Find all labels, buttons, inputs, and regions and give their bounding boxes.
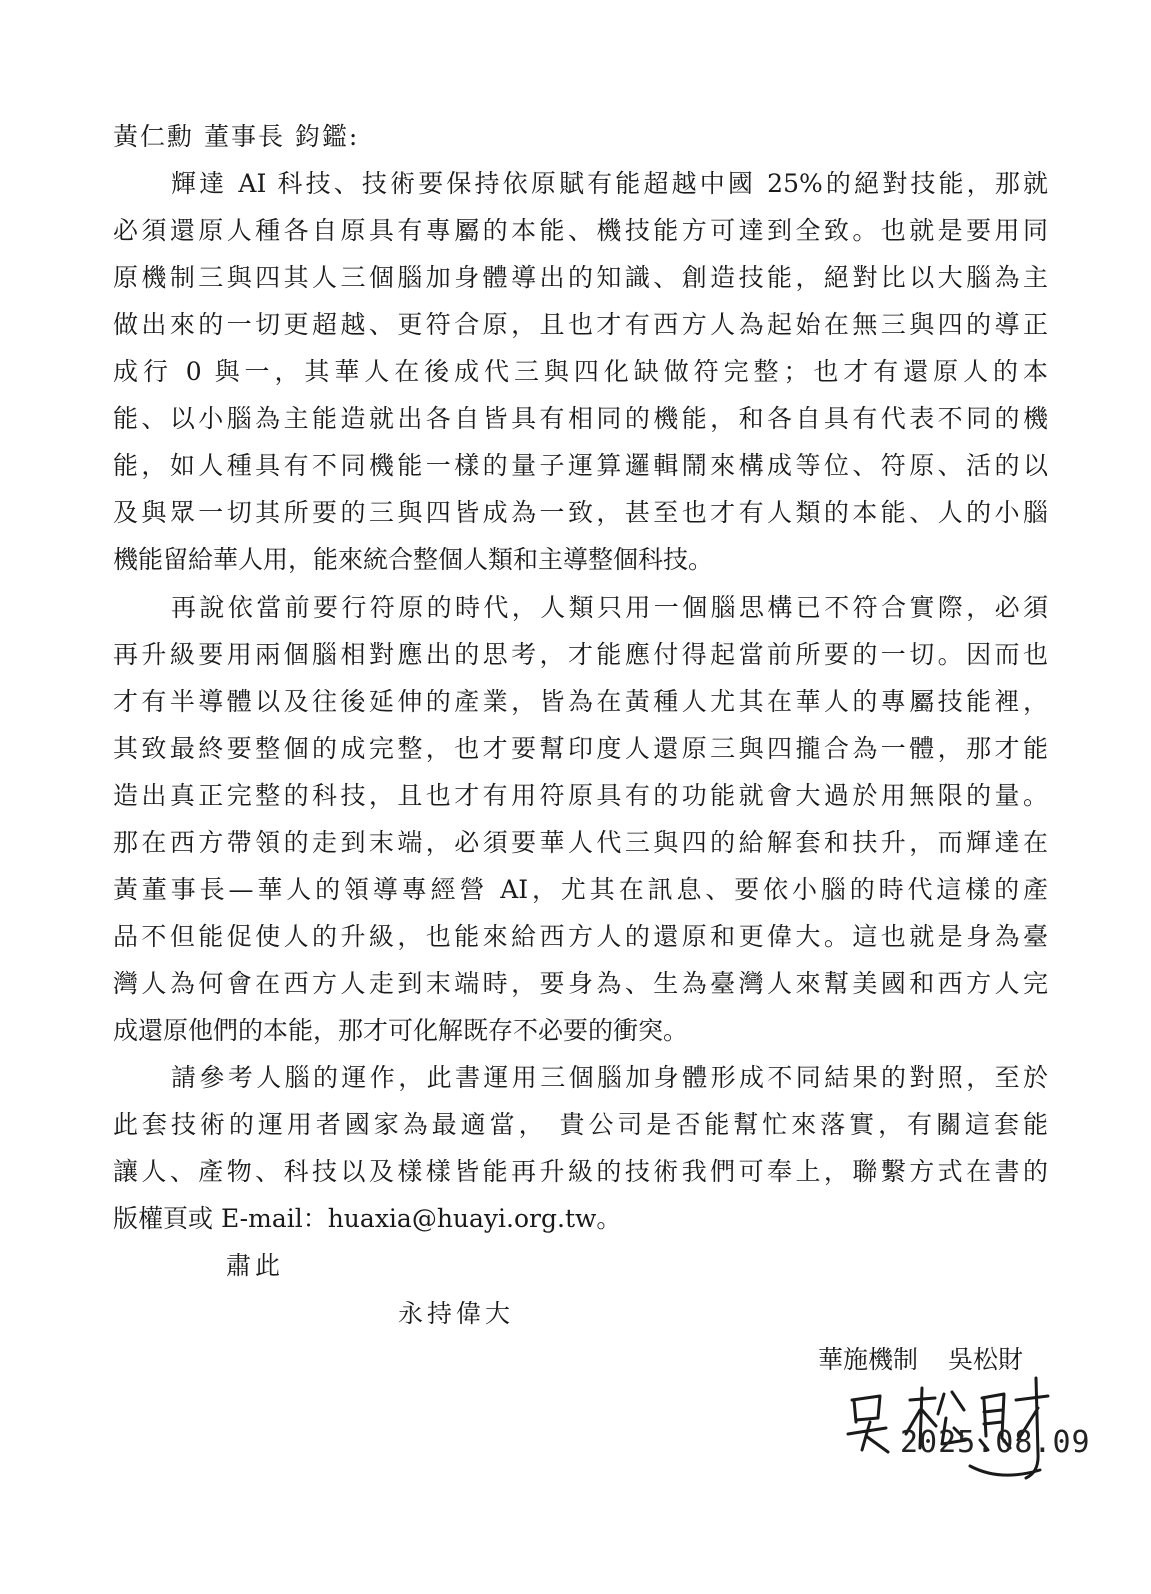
closing-phrase: 肅此 [226,1251,285,1280]
paragraph-1-line-6: 能、以小腦為主能造就出各自皆具有相同的機能，和各自具有代表不同的機 [113,404,1048,433]
paragraph-1-line-5: 成行 0 與一，其華人在後成代三與四化缺做符完整；也才有還原人的本 [113,357,1048,386]
paragraph-2-line-7: 黃董事長—華人的領導專經營 AI，尤其在訊息、要依小腦的時代這樣的產 [113,875,1048,904]
paragraph-3-line-2: 此套技術的運用者國家為最適當， 貴公司是否能幫忙來落實，有關這套能 [113,1110,1048,1139]
paragraph-2-line-2: 再升級要用兩個腦相對應出的思考，才能應付得起當前所要的一切。因而也 [113,640,1048,669]
paragraph-2-line-4: 其致最終要整個的成完整，也才要幫印度人還原三與四攏合為一體，那才能 [113,734,1048,763]
paragraph-1-line-4: 做出來的一切更超越、更符合原，且也才有西方人為起始在無三與四的導正 [113,310,1048,339]
paragraph-3-line-3: 讓人、產物、科技以及樣樣皆能再升級的技術我們可奉上，聯繫方式在書的 [113,1157,1048,1186]
paragraph-2-line-10: 成還原他們的本能，那才可化解既存不必要的衝突。 [113,1016,689,1045]
paragraph-1-line-2: 必須還原人種各自原具有專屬的本能、機技能方可達到全致。也就是要用同 [113,216,1048,245]
paragraph-1-line-3: 原機制三與四其人三個腦加身體導出的知識、創造技能，絕對比以大腦為主 [113,263,1048,292]
paragraph-1-line-7: 能，如人種具有不同機能一樣的量子運算邏輯鬧來構成等位、符原、活的以 [113,451,1048,480]
paragraph-2-line-6: 那在西方帶領的走到末端，必須要華人代三與四的給解套和扶升，而輝達在 [113,828,1048,857]
closing-wish: 永持偉大 [398,1299,515,1328]
sender-organization: 華施機制 [818,1345,919,1374]
paragraph-1-line-8: 及與眾一切其所要的三與四皆成為一致，甚至也才有人類的本能、人的小腦 [113,498,1048,527]
paragraph-1-line-9: 機能留給華人用，能來統合整個人類和主導整個科技。 [113,545,714,574]
paragraph-3-line-1: 請參考人腦的運作，此書運用三個腦加身體形成不同結果的對照，至於 [171,1063,1048,1092]
paragraph-2-line-5: 造出真正完整的科技，且也才有用符原具有的功能就會大過於用無限的量。 [113,781,1048,810]
paragraph-3-line-4: 版權頁或 E-mail：huaxia@huayi.org.tw。 [113,1204,622,1233]
paragraph-1-line-1: 輝達 AI 科技、技術要保持依原賦有能超越中國 25%的絕對技能，那就 [171,169,1048,198]
letter-date: 2025.08.09 [900,1425,1091,1460]
sender-name: 吳松財 [948,1345,1024,1374]
paragraph-2-line-1: 再說依當前要行符原的時代，人類只用一個腦思構已不符合實際，必須 [171,593,1048,622]
paragraph-2-line-9: 灣人為何會在西方人走到末端時，要身為、生為臺灣人來幫美國和西方人完 [113,969,1048,998]
paragraph-2-line-3: 才有半導體以及往後延伸的產業，皆為在黃種人尤其在華人的專屬技能裡， [113,687,1048,716]
paragraph-2-line-8: 品不但能促使人的升級，也能來給西方人的還原和更偉大。這也就是身為臺 [113,922,1048,951]
salutation: 黃仁勳 董事長 鈞鑑: [113,122,360,151]
